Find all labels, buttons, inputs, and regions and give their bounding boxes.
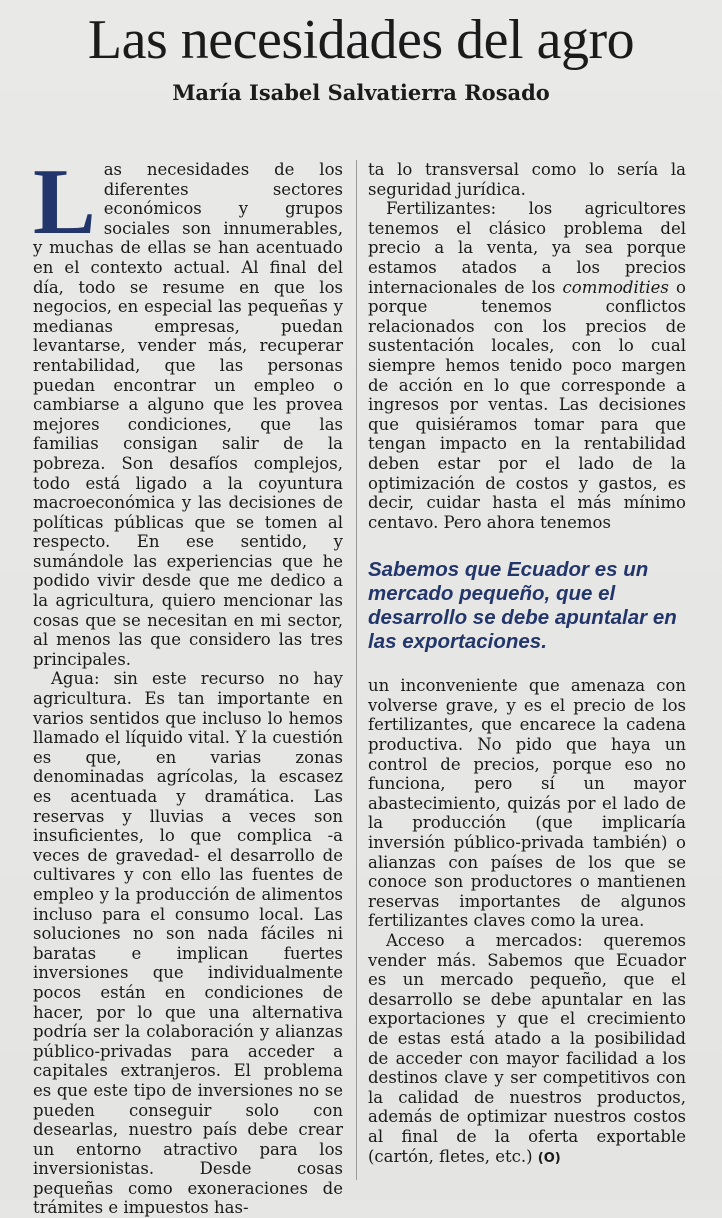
headline: Las necesidades del agro (87, 9, 635, 71)
paragraph-intro (33, 150, 343, 669)
drop-cap: L (33, 150, 96, 254)
paragraph-continuation: ta lo transversal como lo sería la seguridad jurídica. (368, 160, 686, 199)
column-right (368, 160, 686, 1168)
paragraph-intro-text: as necesidades de los diferentes sectores económicos y grupos sociales son innumerables, y muchas de ellas se han acentuado en el contexto actual. Al final del día, todo se resume en que los negocios, en especial las pequeñas y medianas empresas, puedan levantarse, vender más, recuperar rentabilidad, que las personas puedan encontrar un empleo o cambiarse a alguno que les provea mejores condiciones, que las familias consigan salir de la pobreza. Son desafíos complejos, todo está ligado a la coyuntura macroeconómica y las decisiones de políticas públicas que se tomen al respecto. En ese sentido, y sumándole las experiencias que he podido vivir desde que me dedico a la agricultura, quiero mencionar las cosas que se necesitan en mi sector, al menos las que considero las tres principales. (33, 160, 343, 669)
pull-quote: Sabemos que Ecuador es un mercado pequeño, que el desarrollo se debe apuntalar en las exportaciones. (368, 558, 677, 654)
author-byline: María Isabel Salvatierra Rosado (172, 80, 550, 105)
column-divider (356, 160, 357, 1180)
paragraph-fertilizantes-text-a: Fertilizantes: los agricultores tenemos el clásico problema del precio a la venta, ya sea porque estamos atados a los precios internacionales de los (368, 199, 686, 297)
paragraph-agua: Agua: sin este recurso no hay agricultura. Es tan importante en varios sentidos que incluso lo hemos llamado el líquido vital. Y la cuestión es que, en varias zonas denominadas agrícolas, la escasez es acentuada y dramática. Las reservas y lluvias a veces son insuficientes, lo que complica -a veces de gravedad- el desarrollo de cultivares y con ello las fuentes de empleo y la producción de alimentos incluso para el consumo local. Las soluciones no son nada fáciles ni baratas e implican fuertes inversiones que individualmente pocos están en condiciones de hacer, por lo que una alternativa podría ser la colaboración y alianzas público-privadas para acceder a capitales extranjeros. El problema es que este tipo de inversiones no se pueden conseguir solo con desearlas, nuestro país debe crear un entorno atractivo para los inversionistas. Desde cosas pequeñas como exoneraciones de trámites e impuestos has- (33, 669, 343, 1218)
column-left (33, 150, 343, 1218)
paragraph-fertilizantes (368, 199, 686, 532)
paragraph-fertilizantes-cont: un inconveniente que amenaza con volverse grave, y es el precio de los fertilizantes, que encarece la cadena productiva. No pido que haya un control de precios, porque eso no funciona, pero sí un mayor abastecimiento, quizás por el lado de la producción (que implicaría inversión público-privada también) o alianzas con países de los que se conoce son productores o mantienen reservas importantes de algunos fertilizantes claves como la urea. (368, 676, 686, 931)
italic-term: commodities (562, 277, 669, 297)
paragraph-mercados-text: Acceso a mercados: queremos vender más. Sabemos que Ecuador es un mercado pequeño, que el desarrollo se debe apuntalar en las exportaciones y que el crecimiento de estas está atado a la posibilidad de acceder con mayor facilidad a los destinos clave y ser competitivos con la calidad de nuestros productos, además de optimizar nuestros costos al final de la oferta exportable (cartón, fletes, etc.) (368, 931, 686, 1166)
paragraph-mercados (368, 931, 686, 1168)
paragraph-fertilizantes-text-b: o porque tenemos conflictos relacionados con los precios de sustentación locales, con lo cual siempre hemos tenido poco margen de acción en lo que corresponde a ingresos por ventas. Las decisiones que quisiéramos tomar para que tengan impacto en la rentabilidad deben estar por el lado de la optimización de costos y gastos, es decir, cuidar hasta el más mínimo centavo. Pero ahora tenemos (368, 277, 686, 532)
signoff: (O) (537, 1150, 561, 1166)
